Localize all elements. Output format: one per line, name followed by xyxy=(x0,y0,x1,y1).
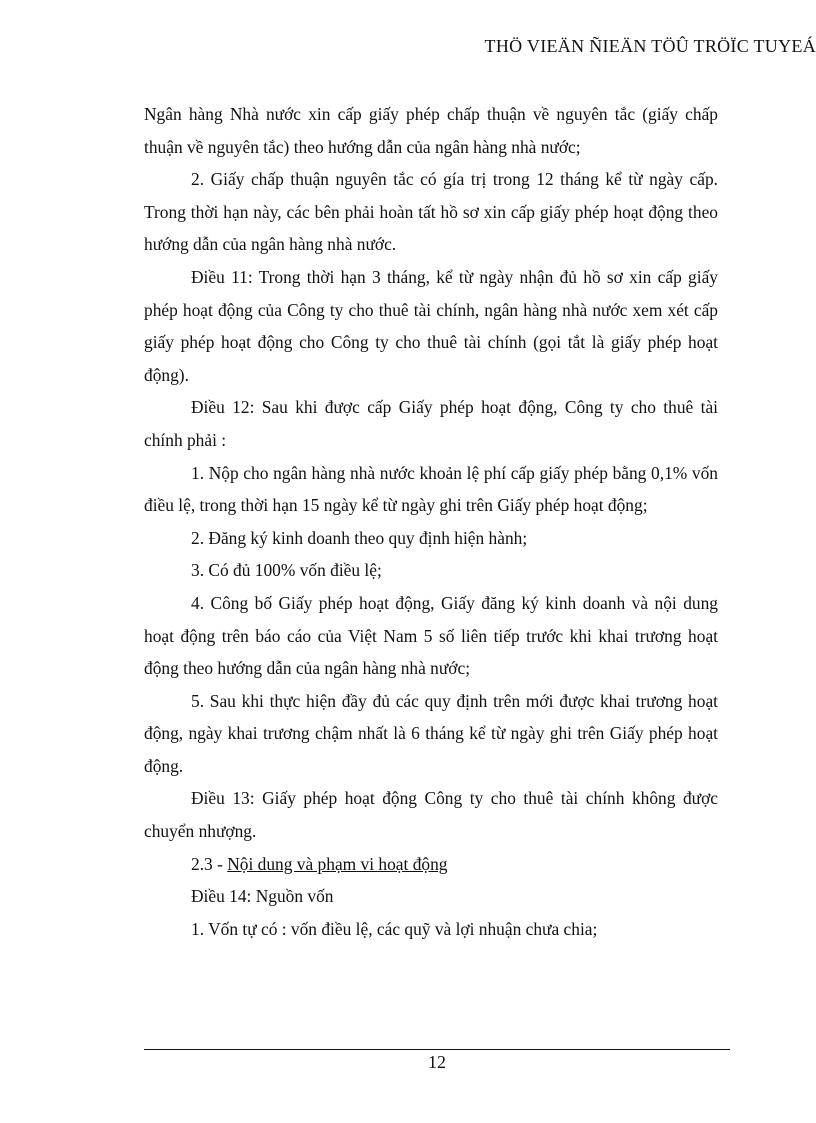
paragraph-article-12-item-4: 4. Công bố Giấy phép hoạt động, Giấy đăng ký kinh doanh và nội dung hoạt động trên báo cáo của Việt Nam 5 số liên tiếp trước khi khai trương hoạt động theo hướng dẫn của ngân hàng nhà nước; xyxy=(144,592,718,679)
paragraph-article-12: Điều 12: Sau khi được cấp Giấy phép hoạt động, Công ty cho thuê tài chính phải : xyxy=(144,397,718,450)
paragraph-article-12-item-2: 2. Đăng ký kinh doanh theo quy định hiện hành; xyxy=(191,527,528,548)
paragraph-clause-2: 2. Giấy chấp thuận nguyên tắc có gía trị trong 12 tháng kể từ ngày cấp. Trong thời hạn này, các bên phải hoàn tất hồ sơ xin cấp giấy phép hoạt động theo hướng dẫn của ngân hàng nhà nước. xyxy=(144,169,718,255)
paragraph-article-12-item-5: 5. Sau khi thực hiện đầy đủ các quy định trên mới được khai trương hoạt động, ngày khai trương chậm nhất là 6 tháng kể từ ngày ghi trên Giấy phép hoạt động. xyxy=(144,690,718,776)
footer-divider xyxy=(144,1049,730,1050)
document-body xyxy=(144,98,718,945)
running-header: THÖ VIEÄN ÑIEÄN TÖÛ TRÖÏC TUYEÁ xyxy=(484,36,816,56)
paragraph-article-13: Điều 13: Giấy phép hoạt động Công ty cho thuê tài chính không được chuyển nhượng. xyxy=(144,788,718,842)
section-title: Nội dung và phạm vi hoạt động xyxy=(227,853,448,874)
paragraph-article-11: Điều 11: Trong thời hạn 3 tháng, kể từ ngày nhận đủ hồ sơ xin cấp giấy phép hoạt động của Công ty cho thuê tài chính, ngân hàng nhà nước xem xét cấp giấy phép hoạt động cho Công ty cho thuê tài chính (gọi tắt là giấy phép hoạt động). xyxy=(144,266,718,385)
paragraph-article-12-item-1: 1. Nộp cho ngân hàng nhà nước khoản lệ phí cấp giấy phép bằng 0,1% vốn điều lệ, trong thời hạn 15 ngày kể từ ngày ghi trên Giấy phép hoạt động; xyxy=(144,462,718,516)
paragraph-article-14: Điều 14: Nguồn vốn xyxy=(191,886,334,907)
section-heading xyxy=(144,848,718,881)
paragraph-article-12-item-3: 3. Có đủ 100% vốn điều lệ; xyxy=(191,560,382,581)
section-number: 2.3 - xyxy=(191,853,228,874)
page-number: 12 xyxy=(428,1052,446,1072)
paragraph-continuation: Ngân hàng Nhà nước xin cấp giấy phép chấp thuận về nguyên tắc (giấy chấp thuận về nguyên tắc) theo hướng dẫn của ngân hàng nhà nước; xyxy=(144,104,718,157)
paragraph-article-14-item-1: 1. Vốn tự có : vốn điều lệ, các quỹ và lợi nhuận chưa chia; xyxy=(191,918,598,939)
